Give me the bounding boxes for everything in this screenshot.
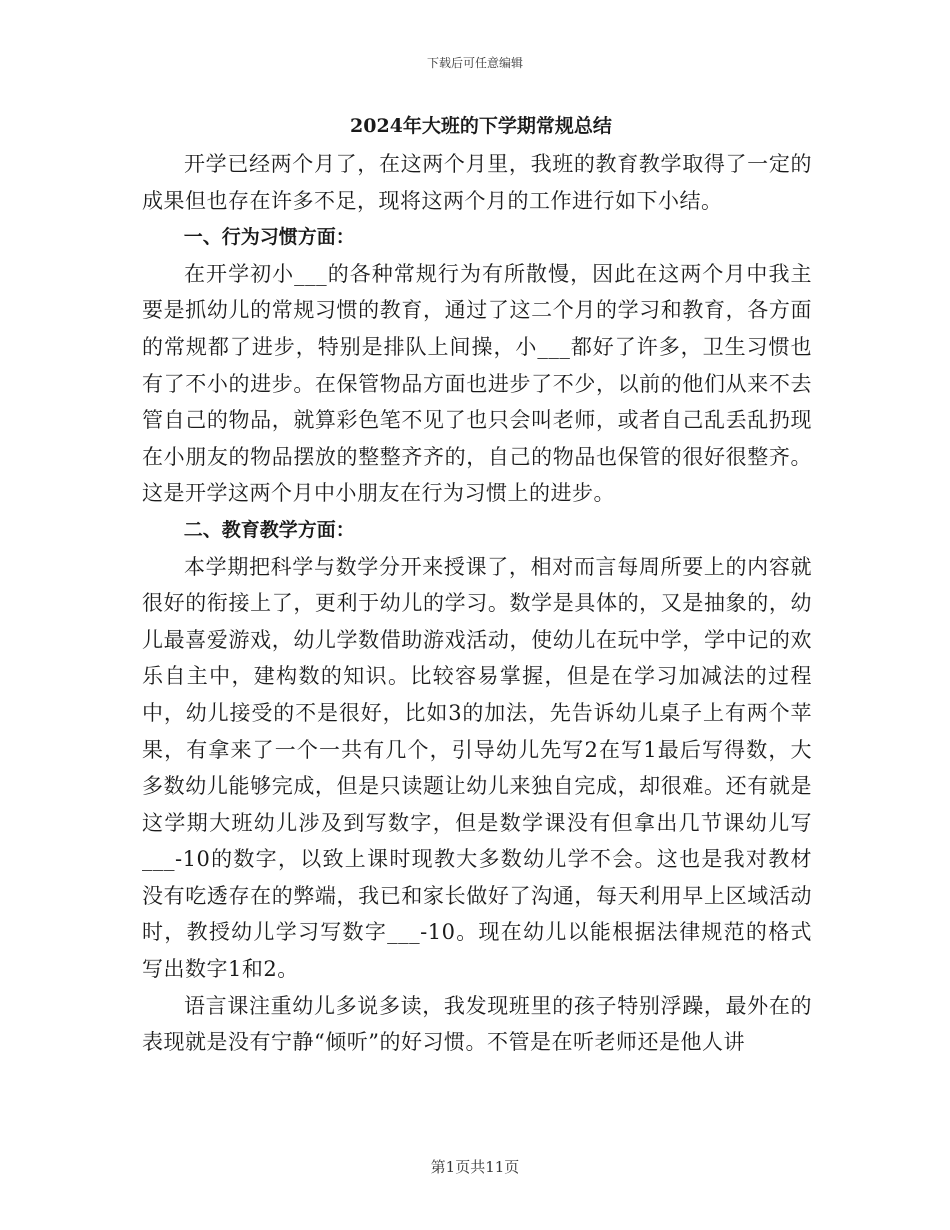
page-footer: 第1页共11页 <box>430 1158 520 1176</box>
section-heading-teaching: 二、教育教学方面： <box>183 518 355 541</box>
teaching-paragraph: 本学期把科学与数学分开来授课了，相对而言每周所要上的内容就很好的衔接上了，更利于幼儿的学习。数学是具体的，又是抽象的，幼儿最喜爱游戏，幼儿学数借助游戏活动，使幼儿在玩中学，学中记的欢乐自主中，建构数的知识。比较容易掌握，但是在学习加减法的过程中，幼儿接受的不是很好，比如3的加法，先告诉幼儿桌子上有两个苹果，有拿来了一个一共有几个，引导幼儿先写2在写1最后写得数，大多数幼儿能够完成，但是只读题让幼儿来独自完成，却很难。还有就是这学期大班幼儿涉及到写数字，但是数学课没有但拿出几节课幼儿写___-10的数字，以致上课时现教大多数幼儿学不会。这也是我对教材没有吃透存在的弊端，我已和家长做好了沟通，每天利用早上区域活动时，教授幼儿学习写数字___-10。现在幼儿以能根据法律规范的格式写出数字1和2。 <box>142 554 812 982</box>
intro-paragraph: 开学已经两个月了，在这两个月里，我班的教育教学取得了一定的成果但也存在许多不足，现将这两个月的工作进行如下小结。 <box>142 152 812 213</box>
language-paragraph: 语言课注重幼儿多说多读，我发现班里的孩子特别浮躁，最外在的表现就是没有宁静“倾听”的好习惯。不管是在听老师还是他人讲 <box>142 993 812 1055</box>
header-note: 下载后可任意编辑 <box>426 56 523 70</box>
section-heading-behavior: 一、行为习惯方面： <box>183 226 355 249</box>
document-title: 2024年大班的下学期常规总结 <box>350 115 612 137</box>
document-body <box>142 112 812 1061</box>
behavior-paragraph: 在开学初小___的各种常规行为有所散慢，因此在这两个月中我主要是抓幼儿的常规习惯的教育，通过了这二个月的学习和教育，各方面的常规都了进步，特别是排队上间操，小___都好了许多，卫生习惯也有了不小的进步。在保管物品方面也进步了不少，以前的他们从来不去管自己的物品，就算彩色笔不见了也只会叫老师，或者自己乱丢乱扔现在小朋友的物品摆放的整整齐齐的，自己的物品也保管的很好很整齐。这是开学这两个月中小朋友在行为习惯上的进步。 <box>142 261 812 506</box>
